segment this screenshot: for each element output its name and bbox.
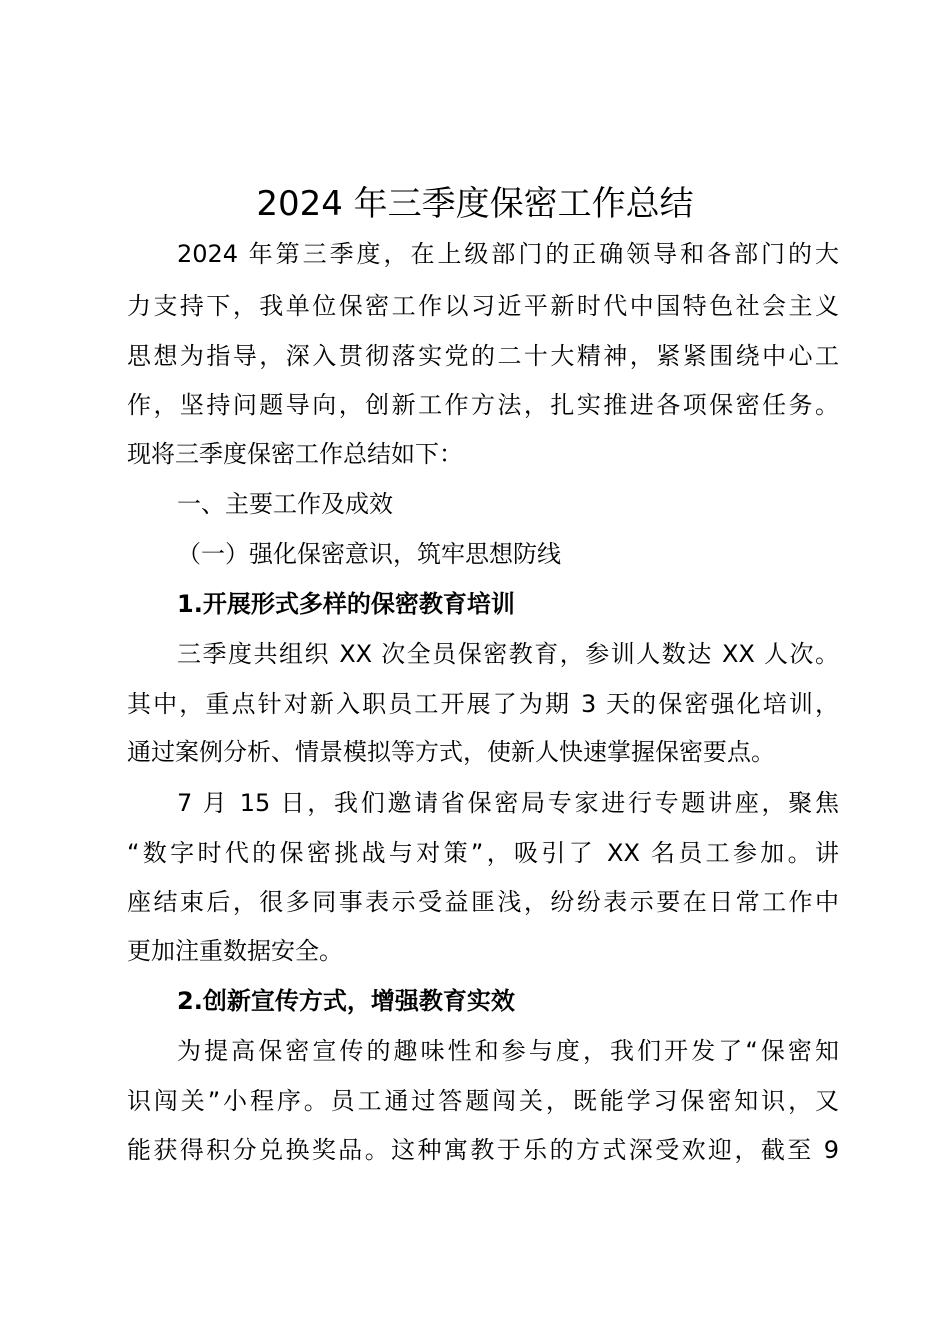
paragraph-line: 能获得积分兑换奖品。这种寓教于乐的方式深受欢迎，截至 9 [127, 1136, 839, 1164]
paragraph-line: “数字时代的保密挑战与对策”，吸引了 XX 名员工参加。讲 [127, 839, 839, 867]
paragraph-line: 更加注重数据安全。 [127, 937, 343, 965]
paragraph-line: 为提高保密宣传的趣味性和参与度，我们开发了“保密知 [177, 1037, 839, 1065]
paragraph-line: 座结束后，很多同事表示受益匪浅，纷纷表示要在日常工作中 [127, 888, 839, 916]
item-heading: 1.开展形式多样的保密教育培训 [177, 590, 515, 618]
section-heading: 一、主要工作及成效 [177, 490, 393, 518]
paragraph-line: 识闯关”小程序。员工通过答题闯关，既能学习保密知识，又 [127, 1087, 839, 1115]
paragraph-line: 7 月 15 日，我们邀请省保密局专家进行专题讲座，聚焦 [177, 789, 839, 817]
paragraph-line: 现将三季度保密工作总结如下： [127, 440, 463, 468]
paragraph-line: 2024 年第三季度，在上级部门的正确领导和各部门的大 [177, 240, 839, 268]
paragraph-line: 力支持下，我单位保密工作以习近平新时代中国特色社会主义 [127, 292, 839, 320]
subsection-heading: （一）强化保密意识，筑牢思想防线 [177, 540, 561, 568]
paragraph-line: 其中，重点针对新入职员工开展了为期 3 天的保密强化培训， [127, 690, 839, 718]
document-title: 2024 年三季度保密工作总结 [256, 184, 694, 224]
paragraph-line: 作，坚持问题导向，创新工作方法，扎实推进各项保密任务。 [127, 391, 839, 419]
paragraph-line: 三季度共组织 XX 次全员保密教育，参训人数达 XX 人次。 [177, 640, 839, 668]
paragraph-line: 通过案例分析、情景模拟等方式，使新人快速掌握保密要点。 [127, 738, 775, 766]
item-heading: 2.创新宣传方式，增强教育实效 [177, 987, 515, 1015]
paragraph-line: 思想为指导，深入贯彻落实党的二十大精神，紧紧围绕中心工 [127, 342, 839, 370]
